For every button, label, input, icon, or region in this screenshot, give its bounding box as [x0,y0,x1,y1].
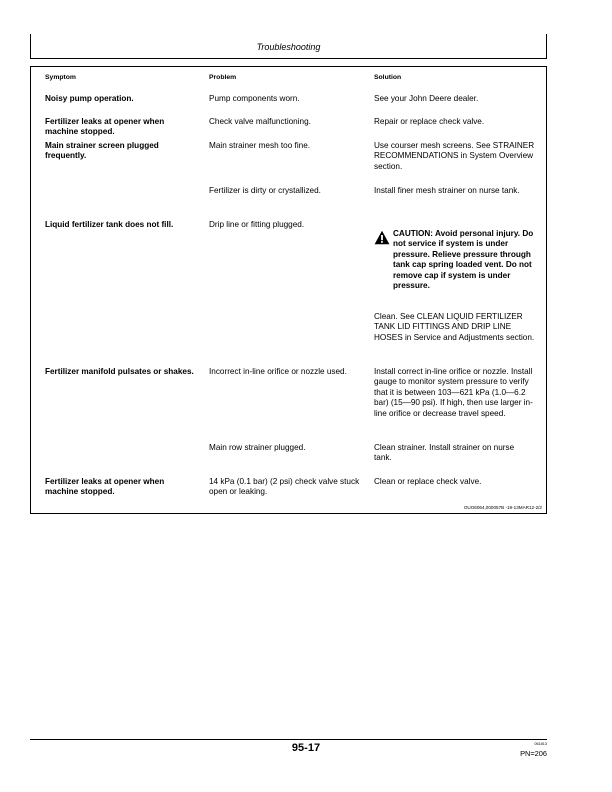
page-number: 95-17 [291,742,321,754]
table-row-problem: Fertilizer is dirty or crystallized. [209,186,321,195]
table-row-solution: Clean. See CLEAN LIQUID FERTILIZER TANK LID FITTINGS AND DRIP LINE HOSES in Service and Adjustments section. [374,312,535,342]
table-row-solution: Clean or replace check valve. [374,477,482,486]
header-rule [30,58,547,59]
table-row-symptom: Fertilizer leaks at opener when machine stopped. [45,117,165,137]
column-header-problem: Problem [209,74,237,81]
table-row-solution: Use courser mesh screens. See STRAINER RECOMMENDATIONS in System Overview section. [374,141,535,171]
table-row-symptom: Main strainer screen plugged frequently. [45,141,159,161]
running-header-title: Troubleshooting [256,42,321,52]
table-row-symptom: Fertilizer manifold pulsates or shakes. [45,367,194,376]
table-row-problem: Main row strainer plugged. [209,443,306,452]
table-row-problem: Main strainer mesh too fine. [209,141,311,150]
table-row-solution: Install correct in-line orifice or nozzle. Install gauge to monitor system pressure to verify that it is between 103—621 kPa (1.0—6.2 bar) (15—90 psi). If high, then use larger in-line orifice or decrease travel speed. [374,367,533,418]
column-header-symptom: Symptom [45,74,76,81]
table-row-problem: 14 kPa (0.1 bar) (2 psi) check valve stuck open or leaking. [209,477,360,497]
table-row-problem: Drip line or fitting plugged. [209,220,305,229]
footer-code: 061813 [534,742,547,746]
footer-rule [30,739,547,740]
column-header-solution: Solution [374,74,402,81]
table-row-symptom: Liquid fertilizer tank does not fill. [45,220,174,229]
table-row-solution: Install finer mesh strainer on nurse tank. [374,186,520,195]
table-row-problem: Check valve malfunctioning. [209,117,311,126]
table-row-symptom: Noisy pump operation. [45,94,134,103]
table-row-solution: Repair or replace check valve. [374,117,485,126]
table-row-problem: Incorrect in-line orifice or nozzle used. [209,367,347,376]
document-id: OUO6064,000057B -19-13MAR12-2/2 [463,505,542,510]
footer-pn: PN=206 [520,749,547,758]
table-row-problem: Pump components worn. [209,94,300,103]
table-row-solution: See your John Deere dealer. [374,94,479,103]
caution-notice: CAUTION: Avoid personal injury. Do not service if system is under pressure. Relieve pressure through tank cap spring loaded vent. Do not remove cap if system is under pressure. [393,229,534,291]
table-row-solution: Clean strainer. Install strainer on nurse tank. [374,443,515,463]
table-row-symptom: Fertilizer leaks at opener when machine stopped. [45,477,165,497]
